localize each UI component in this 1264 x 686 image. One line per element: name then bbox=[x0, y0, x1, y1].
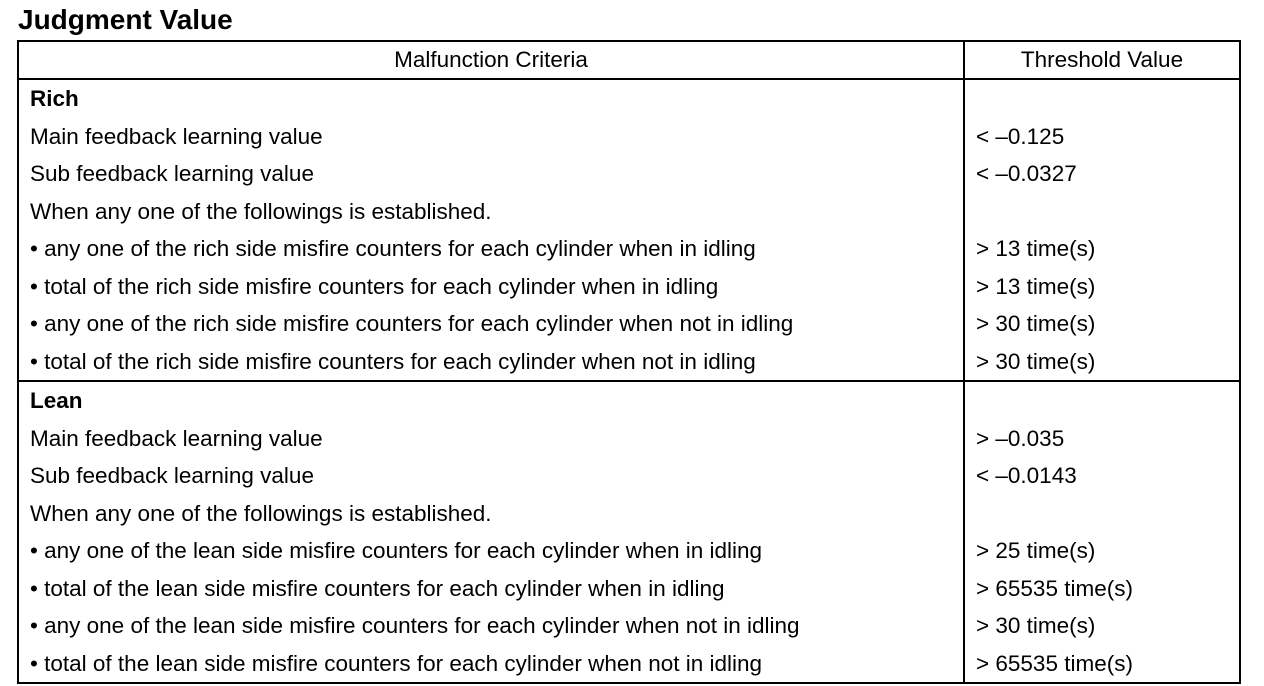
table-row bbox=[18, 645, 1240, 684]
threshold-cell: > 65535 time(s) bbox=[964, 645, 1240, 684]
table-row bbox=[18, 118, 1240, 156]
threshold-cell: > 25 time(s) bbox=[964, 532, 1240, 570]
table-row bbox=[18, 230, 1240, 268]
threshold-cell: < –0.0327 bbox=[964, 155, 1240, 193]
threshold-cell: > 30 time(s) bbox=[964, 343, 1240, 382]
criteria-cell: • any one of the lean side misfire counters for each cylinder when not in idling bbox=[18, 607, 964, 645]
table-row bbox=[18, 420, 1240, 458]
judgment-table bbox=[17, 40, 1241, 684]
table-row bbox=[18, 155, 1240, 193]
threshold-cell: > 30 time(s) bbox=[964, 305, 1240, 343]
criteria-cell: Main feedback learning value bbox=[18, 118, 964, 156]
threshold-cell: < –0.0143 bbox=[964, 457, 1240, 495]
threshold-cell: > 13 time(s) bbox=[964, 230, 1240, 268]
criteria-cell: • total of the rich side misfire counters for each cylinder when not in idling bbox=[18, 343, 964, 382]
section-heading-value bbox=[964, 79, 1240, 118]
criteria-cell: Main feedback learning value bbox=[18, 420, 964, 458]
threshold-cell bbox=[964, 193, 1240, 231]
table-row bbox=[18, 495, 1240, 533]
criteria-cell: • any one of the rich side misfire counters for each cylinder when in idling bbox=[18, 230, 964, 268]
section-heading-value bbox=[964, 381, 1240, 420]
threshold-cell: < –0.125 bbox=[964, 118, 1240, 156]
table-row bbox=[18, 343, 1240, 382]
table-row bbox=[18, 532, 1240, 570]
section-heading-row bbox=[18, 381, 1240, 420]
header-threshold-value: Threshold Value bbox=[964, 41, 1240, 79]
criteria-cell: • any one of the lean side misfire counters for each cylinder when in idling bbox=[18, 532, 964, 570]
threshold-cell: > –0.035 bbox=[964, 420, 1240, 458]
section-heading: Lean bbox=[18, 381, 964, 420]
table-row bbox=[18, 305, 1240, 343]
section-rich bbox=[18, 79, 1240, 381]
header-malfunction-criteria: Malfunction Criteria bbox=[18, 41, 964, 79]
threshold-cell: > 30 time(s) bbox=[964, 607, 1240, 645]
criteria-cell: When any one of the followings is established. bbox=[18, 193, 964, 231]
section-lean bbox=[18, 381, 1240, 683]
page-title: Judgment Value bbox=[18, 4, 233, 35]
criteria-cell: • any one of the rich side misfire counters for each cylinder when not in idling bbox=[18, 305, 964, 343]
table-row bbox=[18, 570, 1240, 608]
header-row bbox=[18, 41, 1240, 79]
threshold-cell: > 65535 time(s) bbox=[964, 570, 1240, 608]
criteria-cell: When any one of the followings is established. bbox=[18, 495, 964, 533]
table-row bbox=[18, 457, 1240, 495]
table-row bbox=[18, 193, 1240, 231]
criteria-cell: • total of the lean side misfire counters for each cylinder when in idling bbox=[18, 570, 964, 608]
table-row bbox=[18, 607, 1240, 645]
threshold-cell: > 13 time(s) bbox=[964, 268, 1240, 306]
criteria-cell: • total of the rich side misfire counters for each cylinder when in idling bbox=[18, 268, 964, 306]
threshold-cell bbox=[964, 495, 1240, 533]
criteria-cell: Sub feedback learning value bbox=[18, 457, 964, 495]
criteria-cell: Sub feedback learning value bbox=[18, 155, 964, 193]
criteria-cell: • total of the lean side misfire counters for each cylinder when not in idling bbox=[18, 645, 964, 684]
table-row bbox=[18, 268, 1240, 306]
section-heading-row bbox=[18, 79, 1240, 118]
section-heading: Rich bbox=[18, 79, 964, 118]
